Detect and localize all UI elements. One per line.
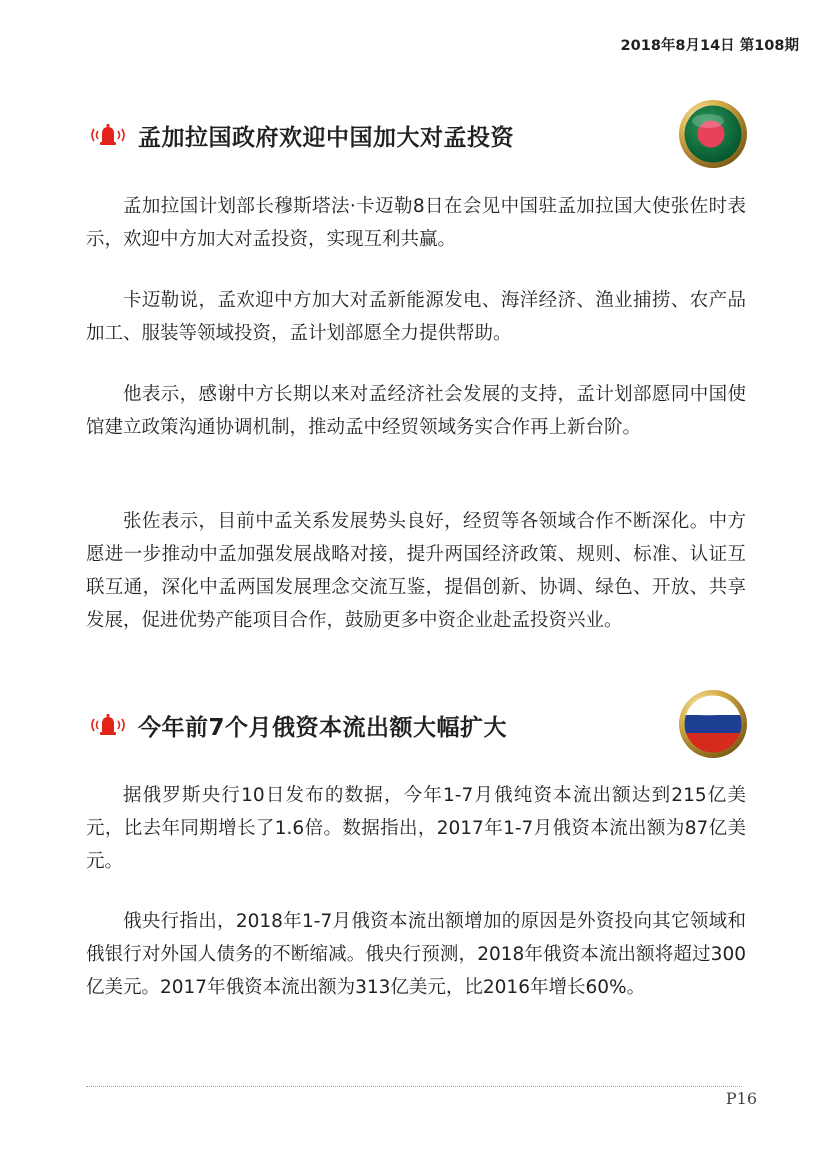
alarm-bell-icon <box>88 711 128 739</box>
russia-flag-icon <box>678 689 748 759</box>
article-1-paragraph-3: 他表示，感谢中方长期以来对孟经济社会发展的支持，孟计划部愿同中国使馆建立政策沟通协调机制，推动孟中经贸领域务实合作再上新台阶。 <box>86 384 746 438</box>
footer-rule <box>86 1086 742 1087</box>
article-2-paragraph-2: 俄央行指出，2018年1-7月俄资本流出额增加的原因是外资投向其它领域和俄银行对外国人债务的不断缩减。俄央行预测，2018年俄资本流出额将超过300亿美元。2017年俄资本流出额为313亿美元，比2016年增长60%。 <box>86 911 746 998</box>
article-1-heading <box>88 115 514 155</box>
article-1-paragraph-1: 孟加拉国计划部长穆斯塔法·卡迈勒8日在会见中国驻孟加拉国大使张佐时表示，欢迎中方加大对孟投资，实现互利共赢。 <box>86 196 746 250</box>
bangladesh-flag-icon <box>678 99 748 169</box>
issue-date: 2018年8月14日 第108期 <box>620 38 799 54</box>
article-2-title: 今年前7个月俄资本流出额大幅扩大 <box>138 714 508 741</box>
page-number: P16 <box>725 1089 757 1108</box>
article-1-paragraph-2: 卡迈勒说，孟欢迎中方加大对孟新能源发电、海洋经济、渔业捕捞、农产品加工、服装等领域投资，孟计划部愿全力提供帮助。 <box>86 290 746 344</box>
article-1-title: 孟加拉国政府欢迎中国加大对孟投资 <box>138 124 514 151</box>
article-1-paragraph-4: 张佐表示，目前中孟关系发展势头良好，经贸等各领域合作不断深化。中方愿进一步推动中孟加强发展战略对接，提升两国经济政策、规则、标准、认证互联互通，深化中孟两国发展理念交流互鉴，提倡创新、协调、绿色、开放、共享发展，促进优势产能项目合作，鼓励更多中资企业赴孟投资兴业。 <box>86 511 746 631</box>
article-2-paragraph-1: 据俄罗斯央行10日发布的数据，今年1-7月俄纯资本流出额达到215亿美元，比去年同期增长了1.6倍。数据指出，2017年1-7月俄资本流出额为87亿美元。 <box>86 785 746 872</box>
article-2-heading <box>88 705 507 745</box>
alarm-bell-icon <box>88 121 128 149</box>
